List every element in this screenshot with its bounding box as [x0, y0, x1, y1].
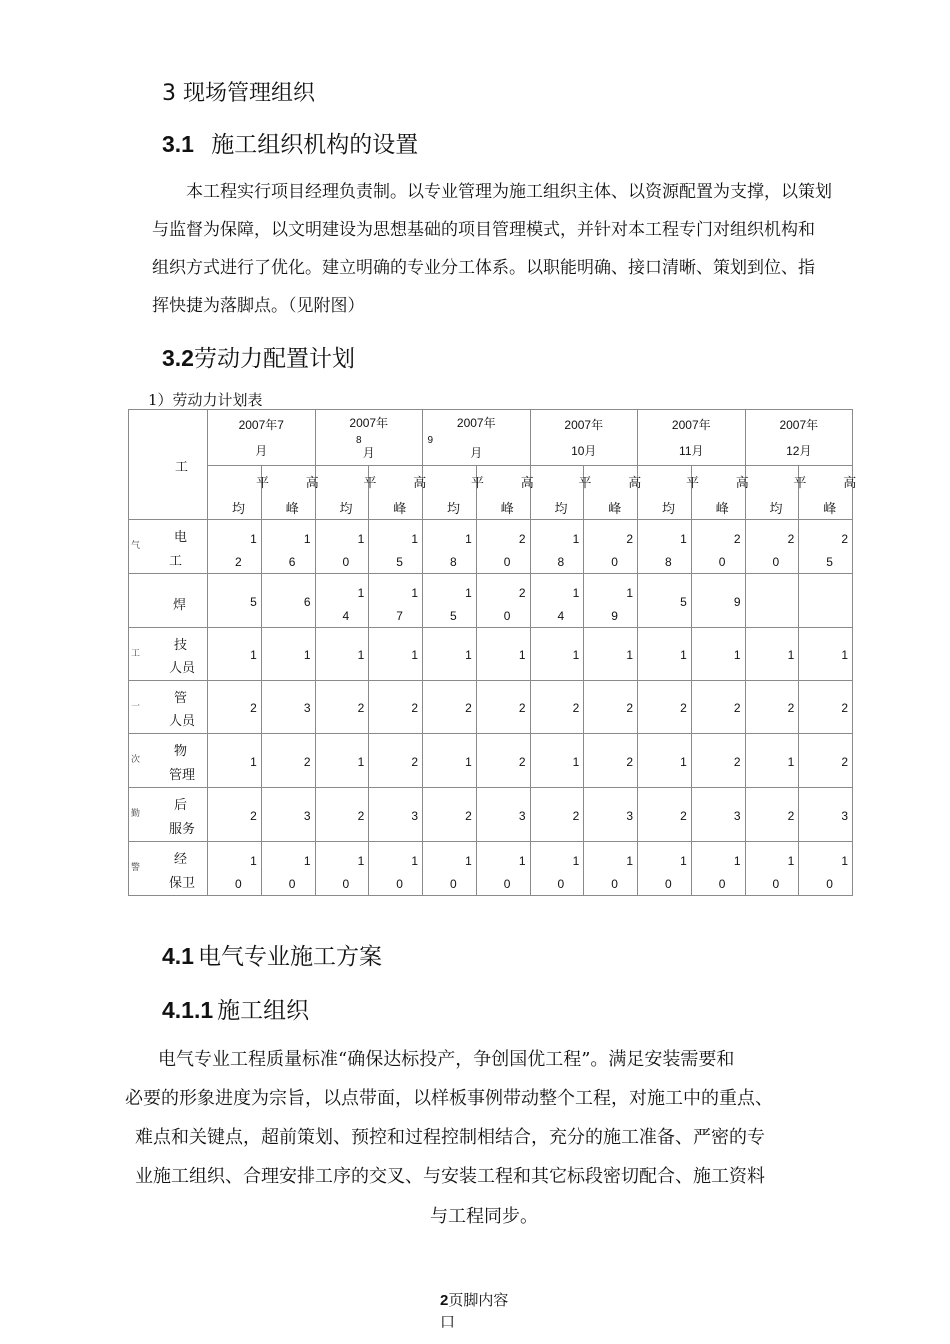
category-cell [129, 520, 208, 574]
value-digit-top: 1 [250, 532, 257, 546]
value-digit-bottom: 2 [303, 755, 311, 769]
value-cell [745, 842, 799, 896]
value-cell [423, 788, 477, 842]
table-row [129, 574, 853, 628]
value-digit-bottom: 2 [733, 701, 741, 715]
category-cell [129, 842, 208, 896]
section-3-1-para-line-1: 本工程实行项目经理负责制。以专业管理为施工组织主体、以资源配置为支撑，以策划 [186, 182, 832, 202]
subheader-peak: 高 峰 [691, 466, 745, 520]
value-digit-bottom: 0 [718, 877, 726, 891]
value-digit-top: 1 [357, 854, 365, 868]
value-digit-bottom: 0 [503, 555, 511, 569]
value-digit-bottom: 1 [357, 755, 365, 769]
table-row [129, 681, 853, 734]
value-digit-top: 1 [465, 854, 472, 868]
page-number: 2 [440, 1292, 449, 1309]
value-digit-top: 2 [626, 532, 634, 546]
value-cell [584, 734, 638, 788]
value-digit-bottom: 5 [826, 555, 833, 569]
value-digit-top: 1 [411, 586, 418, 600]
footer-box-glyph: 口 [440, 1314, 456, 1331]
value-digit-bottom: 1 [680, 648, 687, 662]
value-digit-bottom: 8 [665, 555, 672, 569]
value-cell [638, 628, 692, 681]
month-header-mark: 8 [355, 435, 362, 446]
value-cell [691, 681, 745, 734]
value-digit-bottom: 1 [357, 648, 365, 662]
month-header-top: 2007年7 [238, 417, 284, 432]
section-3-1-title: 施工组织机构的设置 [211, 132, 419, 158]
category-label-fragment: 次 [131, 754, 141, 764]
value-digit-top: 2 [787, 532, 795, 546]
footer-text: 页脚内容 [448, 1292, 509, 1309]
value-cell [369, 734, 423, 788]
value-digit-bottom: 3 [733, 809, 741, 823]
value-cell [423, 681, 477, 734]
value-digit-bottom: 8 [450, 555, 457, 569]
category-label-bottom: 保卫 [169, 875, 196, 890]
value-digit-bottom: 0 [235, 877, 242, 891]
value-cell [261, 628, 315, 681]
value-digit-bottom: 3 [626, 809, 634, 823]
value-digit-bottom: 2 [572, 701, 580, 715]
value-cell [638, 520, 692, 574]
value-digit-bottom: 0 [288, 877, 296, 891]
value-digit-top: 1 [303, 532, 311, 546]
value-digit-bottom: 1 [572, 755, 580, 769]
month-header-mark: 9 [427, 435, 434, 446]
month-header-bottom: 11月 [679, 443, 704, 458]
value-cell [799, 520, 853, 574]
value-cell [423, 574, 477, 628]
value-digit-top: 1 [626, 586, 634, 600]
value-digit-bottom: 7 [396, 609, 403, 623]
value-digit-bottom: 4 [342, 609, 350, 623]
subheader-peak: 高 峰 [261, 466, 315, 520]
value-digit-bottom: 2 [841, 755, 849, 769]
value-digit-bottom: 2 [357, 809, 365, 823]
value-cell [799, 574, 853, 628]
subheader-peak: 高 峰 [369, 466, 423, 520]
value-digit-top: 1 [518, 854, 526, 868]
value-cell [261, 520, 315, 574]
category-label-top: 电 [174, 529, 188, 544]
value-cell [745, 734, 799, 788]
value-cell [530, 574, 584, 628]
value-digit-bottom: 0 [665, 877, 672, 891]
table-row [129, 734, 853, 788]
value-digit-bottom: 0 [557, 877, 565, 891]
value-cell [691, 520, 745, 574]
value-cell [315, 681, 369, 734]
value-digit-bottom: 5 [250, 595, 257, 609]
value-cell [315, 520, 369, 574]
value-cell [745, 574, 799, 628]
value-digit-bottom: 2 [411, 701, 418, 715]
value-digit-bottom: 2 [518, 755, 526, 769]
value-digit-bottom: 1 [465, 755, 472, 769]
value-digit-bottom: 5 [680, 595, 687, 609]
value-digit-bottom: 2 [787, 809, 795, 823]
subheader-peak: 高 峰 [476, 466, 530, 520]
value-digit-bottom: 2 [357, 701, 365, 715]
section-4-1-1-line-2: 必要的形象进度为宗旨，以点带面，以样板事例带动整个工程，对施工中的重点、 [125, 1088, 773, 1109]
value-cell [530, 520, 584, 574]
category-label-fragment: 气 [131, 540, 141, 550]
value-cell [530, 788, 584, 842]
value-cell [369, 574, 423, 628]
value-cell [530, 681, 584, 734]
value-digit-bottom: 3 [303, 809, 311, 823]
value-cell [208, 681, 262, 734]
value-cell [261, 681, 315, 734]
subheader-average: 平 均 [745, 466, 799, 520]
table-row [129, 842, 853, 896]
value-cell [208, 788, 262, 842]
value-cell [530, 734, 584, 788]
value-digit-bottom: 0 [342, 555, 350, 569]
value-cell [745, 628, 799, 681]
section-3-heading: 3 现场管理组织 [162, 81, 315, 106]
value-digit-top: 1 [411, 532, 418, 546]
value-cell [691, 842, 745, 896]
table-row [129, 628, 853, 681]
value-digit-bottom: 8 [557, 555, 565, 569]
category-label-fragment: 一 [131, 701, 141, 711]
subheader-average: 平 均 [423, 466, 477, 520]
category-cell [129, 628, 208, 681]
value-digit-bottom: 1 [680, 755, 687, 769]
value-cell [369, 788, 423, 842]
labor-plan-table [128, 409, 857, 896]
value-digit-bottom: 0 [772, 877, 780, 891]
value-cell [584, 520, 638, 574]
value-cell [745, 681, 799, 734]
value-digit-bottom: 2 [465, 809, 472, 823]
value-cell [530, 628, 584, 681]
category-label-top: 经 [174, 851, 188, 866]
value-cell [584, 842, 638, 896]
section-3-1-number: 3.1 [162, 131, 194, 157]
value-cell [315, 628, 369, 681]
value-cell [208, 574, 262, 628]
value-digit-bottom: 1 [250, 648, 257, 662]
section-4-1-1-line-4: 业施工组织、合理安排工序的交叉、与安装工程和其它标段密切配合、施工资料 [135, 1166, 765, 1187]
month-header-nov [638, 410, 746, 466]
value-digit-top: 1 [787, 854, 795, 868]
month-header-bottom: 12月 [786, 443, 812, 458]
value-digit-bottom: 1 [411, 648, 418, 662]
section-4-1-1-heading [162, 992, 309, 1025]
value-digit-top: 1 [841, 854, 849, 868]
value-cell [799, 681, 853, 734]
section-4-1-1-line-5: 与工程同步。 [430, 1206, 538, 1227]
value-digit-bottom: 3 [303, 701, 311, 715]
section-4-1-1-title: 施工组织 [217, 998, 310, 1024]
value-digit-bottom: 2 [733, 755, 741, 769]
value-digit-bottom: 5 [396, 555, 403, 569]
subheader-average: 平 均 [638, 466, 692, 520]
value-cell [691, 734, 745, 788]
section-4-1-title: 电气专业施工方案 [197, 944, 382, 970]
value-cell [745, 788, 799, 842]
category-label-bottom: 工 [169, 553, 183, 568]
value-digit-bottom: 2 [626, 755, 634, 769]
table-corner-cell [129, 410, 208, 520]
value-cell [691, 788, 745, 842]
section-4-1-1-line-1: 电气专业工程质量标准“确保达标投产，争创国优工程”。满足安装需要和 [158, 1049, 735, 1070]
value-cell [261, 788, 315, 842]
value-cell [208, 520, 262, 574]
subheader-peak: 高 峰 [799, 466, 853, 520]
value-cell [799, 842, 853, 896]
value-digit-bottom: 2 [787, 701, 795, 715]
value-cell [315, 734, 369, 788]
value-cell [208, 734, 262, 788]
value-digit-bottom: 2 [250, 701, 257, 715]
value-cell [476, 520, 530, 574]
section-4-1-1-line-3: 难点和关键点，超前策划、预控和过程控制相结合，充分的施工准备、严密的专 [135, 1127, 765, 1148]
table-caption: 1）劳动力计划表 [148, 391, 263, 409]
value-digit-bottom: 2 [680, 701, 687, 715]
category-label-top: 后 [174, 797, 188, 812]
value-digit-bottom: 1 [626, 648, 634, 662]
value-cell [638, 842, 692, 896]
value-digit-top: 2 [518, 532, 526, 546]
category-cell [129, 734, 208, 788]
value-cell [423, 520, 477, 574]
value-cell [799, 734, 853, 788]
value-digit-bottom: 0 [396, 877, 403, 891]
month-header-bottom: 10月 [571, 443, 597, 458]
value-digit-bottom: 1 [465, 648, 472, 662]
value-digit-bottom: 1 [841, 648, 849, 662]
value-cell [691, 574, 745, 628]
value-digit-bottom: 0 [611, 555, 618, 569]
value-digit-top: 1 [733, 854, 741, 868]
value-digit-bottom: 1 [303, 648, 311, 662]
month-header-bottom: 月 [470, 446, 483, 460]
table-row [129, 788, 853, 842]
section-4-1-1-number: 4.1.1 [162, 997, 214, 1023]
value-digit-bottom: 2 [250, 809, 257, 823]
value-digit-bottom: 4 [557, 609, 565, 623]
value-cell [369, 842, 423, 896]
value-cell [476, 734, 530, 788]
month-header-oct [530, 410, 638, 466]
value-digit-top: 1 [465, 586, 472, 600]
value-digit-bottom: 0 [611, 877, 618, 891]
value-cell [638, 734, 692, 788]
category-label-fragment: 勤 [131, 808, 141, 818]
category-label-bottom: 服务 [169, 821, 196, 836]
value-cell [261, 734, 315, 788]
section-3-2-heading [162, 340, 355, 373]
value-digit-top: 1 [250, 854, 257, 868]
value-digit-bottom: 6 [303, 595, 311, 609]
section-3-2-title: 劳动力配置计划 [193, 346, 355, 372]
value-digit-top: 1 [572, 586, 580, 600]
value-cell [584, 574, 638, 628]
value-cell [476, 681, 530, 734]
value-cell [261, 574, 315, 628]
value-digit-bottom: 2 [411, 755, 418, 769]
section-3-1-para-line-3: 组织方式进行了优化。建立明确的专业分工体系。以职能明确、接口清晰、策划到位、指 [152, 258, 815, 278]
category-label-bottom: 人员 [169, 660, 196, 675]
value-cell [208, 842, 262, 896]
value-digit-top: 2 [518, 586, 526, 600]
month-header-bottom: 月 [362, 446, 375, 460]
value-digit-bottom: 0 [450, 877, 457, 891]
value-digit-bottom: 2 [572, 809, 580, 823]
value-cell [423, 734, 477, 788]
value-cell [584, 788, 638, 842]
subheader-peak: 高 峰 [584, 466, 638, 520]
value-cell [476, 628, 530, 681]
value-digit-top: 1 [572, 532, 580, 546]
value-digit-bottom: 2 [626, 701, 634, 715]
value-digit-top: 1 [626, 854, 634, 868]
value-digit-bottom: 0 [826, 877, 833, 891]
category-label-top: 物 [174, 743, 188, 758]
value-digit-top: 1 [680, 532, 687, 546]
category-label-top: 技 [174, 637, 188, 652]
value-digit-bottom: 1 [787, 648, 795, 662]
value-digit-bottom: 0 [503, 609, 511, 623]
table-corner-label: 工 [175, 459, 189, 474]
subheader-average: 平 均 [530, 466, 584, 520]
category-label-bottom: 焊 [173, 597, 187, 612]
value-cell [584, 681, 638, 734]
category-label-fragment: 警 [131, 862, 141, 872]
section-3-1-heading [162, 126, 418, 159]
value-cell [691, 628, 745, 681]
value-digit-bottom: 3 [411, 809, 418, 823]
value-digit-bottom: 3 [841, 809, 849, 823]
value-cell [423, 628, 477, 681]
table-row [129, 520, 853, 574]
category-label-bottom: 人员 [169, 713, 196, 728]
value-cell [638, 681, 692, 734]
month-header-top: 2007年 [349, 416, 389, 430]
value-digit-top: 2 [841, 532, 849, 546]
category-label-fragment: 工 [131, 648, 141, 658]
value-cell [476, 842, 530, 896]
section-4-1-number: 4.1 [162, 943, 194, 969]
value-digit-bottom: 0 [772, 555, 780, 569]
value-digit-bottom: 2 [235, 555, 242, 569]
value-cell [530, 842, 584, 896]
value-cell [799, 628, 853, 681]
value-cell [476, 574, 530, 628]
value-digit-bottom: 2 [841, 701, 849, 715]
value-cell [638, 788, 692, 842]
month-header-sep [423, 410, 531, 466]
subheader-average: 平 均 [315, 466, 369, 520]
month-header-bottom: 月 [255, 443, 268, 458]
value-digit-top: 1 [572, 854, 580, 868]
value-cell [369, 628, 423, 681]
value-cell [638, 574, 692, 628]
value-digit-bottom: 1 [572, 648, 580, 662]
value-digit-top: 1 [680, 854, 687, 868]
value-digit-bottom: 0 [718, 555, 726, 569]
month-header-top: 2007年 [456, 416, 496, 430]
value-digit-top: 1 [357, 586, 365, 600]
category-label-top: 管 [174, 690, 188, 705]
value-digit-top: 1 [465, 532, 472, 546]
page-footer [440, 1290, 508, 1334]
value-digit-bottom: 0 [503, 877, 511, 891]
month-header-top: 2007年 [671, 417, 711, 432]
section-4-1-heading [162, 938, 382, 971]
category-cell [129, 788, 208, 842]
value-cell [315, 842, 369, 896]
value-cell [745, 520, 799, 574]
value-digit-bottom: 1 [733, 648, 741, 662]
value-cell [369, 520, 423, 574]
category-cell [129, 574, 208, 628]
value-cell [799, 788, 853, 842]
value-cell [584, 628, 638, 681]
value-digit-bottom: 2 [680, 809, 687, 823]
category-cell [129, 681, 208, 734]
value-digit-bottom: 1 [250, 755, 257, 769]
section-3-1-para-line-4: 挥快捷为落脚点。（见附图） [152, 296, 365, 316]
value-digit-bottom: 6 [288, 555, 296, 569]
subheader-average: 平 均 [208, 466, 262, 520]
value-digit-bottom: 9 [611, 609, 618, 623]
value-digit-bottom: 9 [733, 595, 741, 609]
category-label-bottom: 管理 [169, 767, 196, 782]
value-digit-top: 1 [357, 532, 365, 546]
value-digit-bottom: 1 [518, 648, 526, 662]
value-cell [315, 574, 369, 628]
value-digit-bottom: 0 [342, 877, 350, 891]
value-cell [369, 681, 423, 734]
value-cell [208, 628, 262, 681]
value-digit-top: 2 [733, 532, 741, 546]
value-cell [261, 842, 315, 896]
value-cell [315, 788, 369, 842]
value-cell [476, 788, 530, 842]
section-3-1-para-line-2: 与监督为保障，以文明建设为思想基础的项目管理模式，并针对本工程专门对组织机构和 [152, 220, 815, 240]
month-header-top: 2007年 [779, 417, 819, 432]
month-header-top: 2007年 [564, 417, 604, 432]
section-3-2-number: 3.2 [162, 345, 194, 371]
value-digit-bottom: 2 [518, 701, 526, 715]
value-digit-bottom: 1 [787, 755, 795, 769]
value-cell [423, 842, 477, 896]
value-digit-bottom: 2 [465, 701, 472, 715]
month-header-dec [745, 410, 853, 466]
value-digit-top: 1 [303, 854, 311, 868]
value-digit-bottom: 5 [450, 609, 457, 623]
value-digit-top: 1 [411, 854, 418, 868]
value-digit-bottom: 3 [518, 809, 526, 823]
